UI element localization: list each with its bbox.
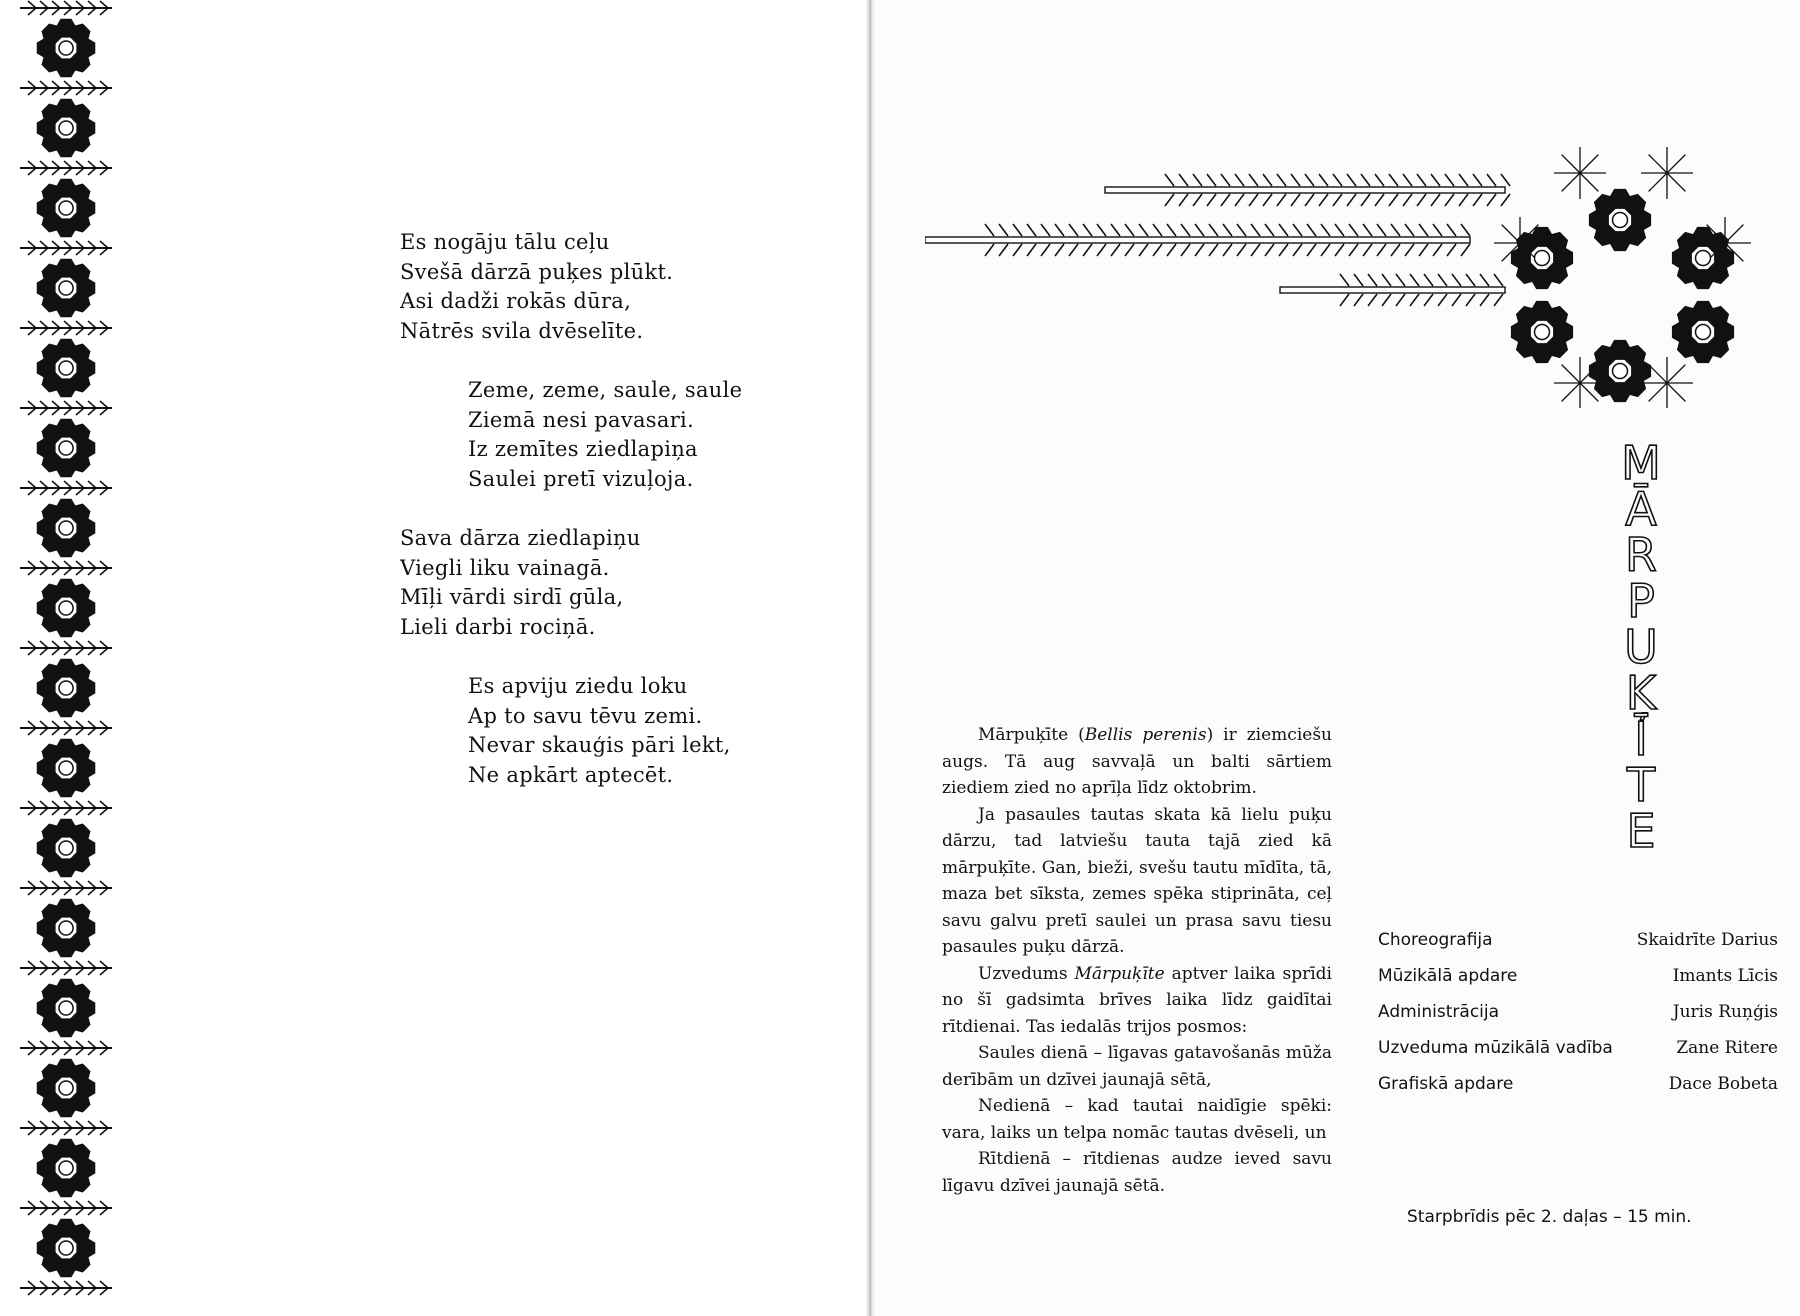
description-paragraph: Saules dienā – līgavas gatavošanās mūža derībām un dzīvei jaunajā sētā, (942, 1043, 1332, 1090)
poem-line: Zeme, zeme, saule, saule (468, 378, 743, 402)
floral-spray-icon (925, 118, 1775, 408)
flower-icon (37, 1059, 96, 1118)
flower-icon (1511, 227, 1573, 289)
poem-line: Sava dārza ziedlapiņu (400, 526, 641, 550)
fern-divider-icon (20, 401, 112, 415)
credit-role: Choreografija (1378, 930, 1493, 950)
latin-name: Bellis perenis (1084, 725, 1207, 745)
flower-icon (1589, 340, 1651, 402)
credits-list (1378, 922, 1778, 1102)
credit-role: Administrācija (1378, 1002, 1500, 1022)
credit-role: Uzveduma mūzikālā vadība (1378, 1038, 1613, 1058)
flower-icon (37, 1219, 96, 1278)
title-letter: T (1626, 758, 1656, 812)
flower-icon (37, 739, 96, 798)
fern-divider-icon (20, 161, 112, 175)
performance-title: Mārpuķīte (1074, 963, 1165, 984)
title-letter: M (1621, 436, 1661, 490)
credit-name: Zane Ritere (1676, 1038, 1778, 1058)
fern-divider-icon (20, 881, 112, 895)
credit-name: Juris Ruņģis (1672, 1002, 1778, 1022)
description-paragraph: Rītdienā – rītdienas audze ieved savu līgavu dzīvei jaunajā sētā. (942, 1149, 1332, 1196)
title-letter: E (1626, 804, 1656, 858)
poem-line: Saulei pretī vizuļoja. (468, 466, 694, 491)
credit-name: Dace Bobeta (1668, 1074, 1778, 1094)
title-letter: R (1625, 528, 1657, 582)
flower-icon (37, 899, 96, 958)
fern-divider-icon (20, 1121, 112, 1135)
credit-name: Imants Līcis (1672, 966, 1778, 986)
stem-line-icon (925, 224, 1470, 256)
flower-icon (37, 259, 96, 318)
flower-icon (37, 339, 96, 398)
fern-divider-icon (20, 321, 112, 335)
poem-line: Iz zemītes ziedlapiņa (468, 437, 698, 461)
description-paragraph (942, 722, 1332, 802)
left-page (0, 0, 868, 1316)
poem-line: Nevar skauģis pāri lekt, (468, 733, 731, 757)
credit-role: Grafiskā apdare (1378, 1074, 1514, 1094)
description-fragment: Uzvedums (978, 963, 1075, 984)
stem-line-icon (1105, 174, 1510, 206)
fern-divider-icon (20, 81, 112, 95)
poem-line: Svešā dārzā puķes plūkt. (400, 259, 674, 284)
fern-divider-icon (20, 481, 112, 495)
title-letter: P (1627, 574, 1655, 628)
poem-line: Es nogāju tālu ceļu (400, 230, 610, 254)
fern-divider-icon (20, 721, 112, 735)
poem-line: Nātrēs svila dvēselīte. (400, 318, 644, 343)
flower-ornament-strip (0, 0, 130, 1316)
fern-divider-icon (20, 1201, 112, 1215)
poem-line: Ziemā nesi pavasari. (468, 407, 695, 432)
title-letter: Ķ (1625, 666, 1657, 720)
title-letter: Ī (1634, 712, 1648, 766)
flower-icon (37, 19, 96, 78)
title-letter: Ā (1625, 482, 1657, 536)
poem-stanza-3 (400, 524, 742, 642)
credit-role: Mūzikālā apdare (1378, 966, 1518, 986)
credit-row (1378, 1030, 1778, 1066)
flower-icon (1672, 301, 1734, 363)
fern-divider-icon (20, 1281, 112, 1295)
intermission-note: Starpbrīdis pēc 2. daļas – 15 min. (1407, 1207, 1692, 1227)
credit-row (1378, 1066, 1778, 1102)
description-paragraph: Nedienā – kad tautai naidīgie spēki: vara, laiks un telpa nomāc tautas dvēseli, un (942, 1096, 1332, 1143)
description-paragraph: Ja pasaules tautas skata kā lielu puķu dārzu, tad latviešu tauta tajā zied kā mārpuķīte. Gan, bieži, svešu tautu mīdīta, tā, maza bet sīksta, zemes spēka stiprināta, ceļ savu galvu pretī saulei un prasa savu tiesu pasaules puķu dārzā. (942, 804, 1332, 957)
poem-stanza-4 (468, 672, 742, 790)
flower-icon (1511, 301, 1573, 363)
description-fragment: Mārpuķīte ( (978, 725, 1085, 745)
fern-divider-icon (20, 561, 112, 575)
flower-icon (37, 979, 96, 1038)
credit-name: Skaidrīte Darius (1636, 930, 1778, 950)
flower-icon (37, 1139, 96, 1198)
stem-line-icon (1280, 274, 1505, 306)
poem-line: Ne apkārt aptecēt. (468, 762, 674, 787)
credit-row (1378, 922, 1778, 958)
snowflake-icon (1641, 147, 1693, 199)
fern-divider-icon (20, 241, 112, 255)
flower-icon (1672, 227, 1734, 289)
flower-ornament-icon (0, 0, 130, 1316)
fern-divider-icon (20, 1041, 112, 1055)
flower-icon (37, 179, 96, 238)
flower-icon (37, 499, 96, 558)
fern-divider-icon (20, 801, 112, 815)
poem-line: Es apviju ziedu loku (468, 674, 688, 698)
credit-row (1378, 958, 1778, 994)
snowflake-icon (1554, 147, 1606, 199)
poem-line: Ap to savu tēvu zemi. (468, 703, 703, 728)
fern-divider-icon (20, 1, 112, 15)
credit-row (1378, 994, 1778, 1030)
title-letter: U (1624, 620, 1658, 674)
poem (400, 228, 742, 820)
flower-icon (37, 819, 96, 878)
description-fragment: ) ir ziemciešu augs. Tā aug savvaļā un balti sārtiem ziediem zied no aprīļa līdz oktobrim. (942, 725, 1332, 798)
poem-line: Asi dadži rokās dūra, (400, 289, 632, 313)
description-paragraph (942, 961, 1332, 1041)
poem-stanza-2 (468, 376, 742, 494)
description-text (942, 722, 1332, 1199)
fern-divider-icon (20, 961, 112, 975)
flower-icon (37, 659, 96, 718)
flower-icon (37, 99, 96, 158)
poem-line: Viegli liku vainagā. (400, 555, 610, 580)
page-title (1615, 436, 1667, 858)
flower-icon (1589, 189, 1651, 251)
flower-icon (37, 419, 96, 478)
floral-spray-ornament (925, 118, 1775, 408)
flower-icon (37, 579, 96, 638)
poem-stanza-1 (400, 228, 742, 346)
poem-line: Mīļi vārdi sirdī gūla, (400, 585, 624, 609)
fern-divider-icon (20, 641, 112, 655)
description-fragment: aptver laika sprīdi no šī gadsimta brīves laika līdz gaidītai rītdienai. Tas iedalās trijos posmos: (942, 963, 1332, 1037)
poem-line: Lieli darbi rociņā. (400, 614, 596, 639)
